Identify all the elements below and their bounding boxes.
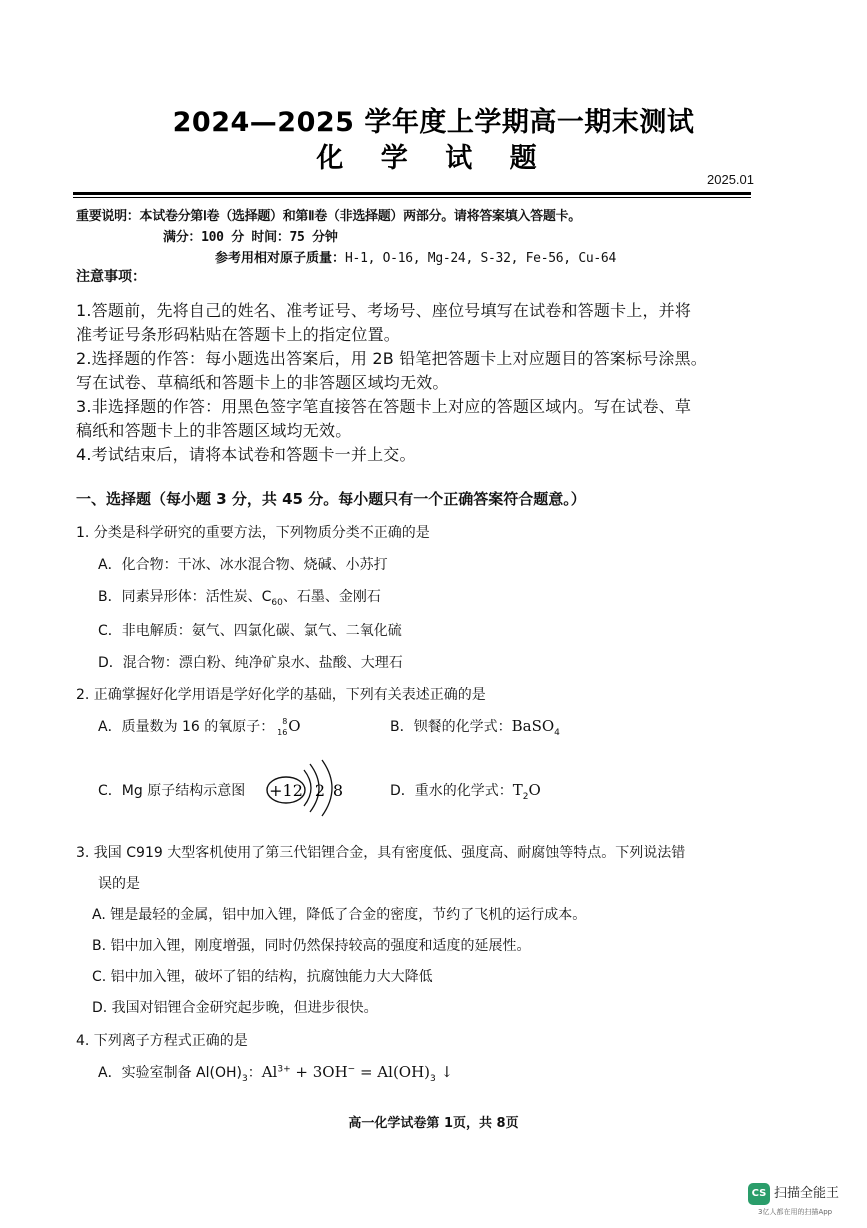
q4a-sup-2: − xyxy=(347,1064,356,1075)
instruction-line: 写在试卷、草稿纸和答题卡上的非答题区域均无效。 xyxy=(76,373,449,392)
q4a-text: A．实验室制备 Al(OH) xyxy=(98,1065,242,1081)
q4a-eq-2: + 3OH xyxy=(290,1063,348,1081)
question-1-option-c: C．非电解质：氨气、四氯化碳、氯气、二氧化硫 xyxy=(98,623,402,639)
q1b-text: B．同素异形体：活性炭、C xyxy=(98,589,272,605)
nucleus-charge: +12 xyxy=(269,781,303,800)
header-rule-thick xyxy=(73,192,751,195)
question-2-option-c: C．Mg 原子结构示意图 xyxy=(98,783,246,799)
q2b-sub: 4 xyxy=(554,727,560,738)
instruction-line: 准考证号条形码粘贴在答题卡上的指定位置。 xyxy=(76,325,401,344)
brand-tagline: 3亿人都在用的扫描App xyxy=(758,1208,833,1216)
question-1-option-b xyxy=(98,586,381,608)
q1b-post: 、石墨、金刚石 xyxy=(282,589,381,605)
question-3-option-a: A. 锂是最轻的金属，铝中加入锂，降低了合金的密度，节约了飞机的运行成本。 xyxy=(92,907,587,923)
subject-title: 化 学 试 题 xyxy=(316,143,551,174)
q4a-sub-2: 3 xyxy=(430,1073,436,1084)
question-1-option-a: A．化合物：干冰、冰水混合物、烧碱、小苏打 xyxy=(98,557,388,573)
atomic-mass-label: 参考用相对原子质量： xyxy=(215,251,346,266)
q2d-sub: 2 xyxy=(522,791,529,802)
question-3-option-c: C. 铝中加入锂，破坏了铝的结构，抗腐蚀能力大大降低 xyxy=(92,969,433,985)
attention-title: 注意事项： xyxy=(76,269,146,285)
question-3-stem-cont: 误的是 xyxy=(98,876,140,892)
isotope-symbol: O xyxy=(288,717,301,735)
instruction-line: 稿纸和答题卡上的非答题区域均无效。 xyxy=(76,421,352,440)
question-4-stem: 4. 下列离子方程式正确的是 xyxy=(76,1033,248,1049)
question-2-stem: 2. 正确掌握好化学用语是学好化学的基础，下列有关表述正确的是 xyxy=(76,687,486,703)
exam-date: 2025.01 xyxy=(707,172,754,187)
brand-name: 扫描全能王 xyxy=(774,1186,840,1201)
mg-atom-diagram xyxy=(264,758,354,818)
q2d-text: D．重水的化学式： xyxy=(390,783,513,799)
q4a-eq-4: ↓ xyxy=(435,1063,454,1081)
atomic-mass-values: H-1, O-16, Mg-24, S-32, Fe-56, Cu-64 xyxy=(345,251,616,266)
exam-title: 2024—2025 学年度上学期高一期末测试 xyxy=(172,107,695,138)
isotope-mass: 8 xyxy=(282,717,288,726)
question-2-option-b xyxy=(390,716,560,738)
header-rule-thin xyxy=(73,197,751,198)
question-3-stem: 3. 我国 C919 大型客机使用了第三代铝锂合金，具有密度低、强度高、耐腐蚀等特点。下列说法错 xyxy=(76,845,686,861)
important-note: 重要说明：本试卷分第Ⅰ卷（选择题）和第Ⅱ卷（非选择题）两部分。请将答案填入答题卡。 xyxy=(76,209,581,224)
q2b-text: B．钡餐的化学式： xyxy=(390,719,512,735)
q2d-post: O xyxy=(528,781,541,799)
q4a-sup-1: 3+ xyxy=(277,1064,291,1075)
instruction-line: 1.答题前，先将自己的姓名、准考证号、考场号、座位号填写在试卷和答题卡上，并将 xyxy=(76,301,692,320)
question-1-option-d: D．混合物：漂白粉、纯净矿泉水、盐酸、大理石 xyxy=(98,655,403,671)
camscanner-logo-icon: CS xyxy=(748,1183,770,1205)
q1b-sub: 60 xyxy=(271,597,283,608)
q4a-eq-3: = Al(OH) xyxy=(355,1063,431,1081)
instruction-line: 4.考试结束后，请将本试卷和答题卡一并上交。 xyxy=(76,445,416,464)
score-time: 满分：100 分 时间：75 分钟 xyxy=(163,230,338,245)
question-3-option-d: D. 我国对铝锂合金研究起步晚，但进步很快。 xyxy=(92,1000,378,1016)
page-footer: 高一化学试卷第 1页，共 8页 xyxy=(348,1116,519,1131)
isotope-number: 16 xyxy=(277,728,288,737)
question-2-option-a xyxy=(98,716,301,737)
q2d-formula: T xyxy=(512,781,523,799)
instruction-line: 2.选择题的作答：每小题选出答案后，用 2B 铅笔把答题卡上对应题目的答案标号涂黑。 xyxy=(76,349,707,368)
question-2-option-d xyxy=(390,780,541,802)
instruction-line: 3.非选择题的作答：用黑色签字笔直接答在答题卡上对应的答题区域内。写在试卷、草 xyxy=(76,397,692,416)
question-4-option-a xyxy=(98,1062,453,1084)
shell-2-electrons: 8 xyxy=(332,781,344,800)
oxygen-isotope xyxy=(274,717,288,737)
q4a-eq-1: Al xyxy=(261,1063,278,1081)
q2a-text: A．质量数为 16 的氧原子： xyxy=(98,719,275,735)
q2b-formula: BaSO xyxy=(511,717,555,735)
section-title: 一、选择题（每小题 3 分，共 45 分。每小题只有一个正确答案符合题意。） xyxy=(76,490,586,508)
q4a-sub: 3 xyxy=(241,1073,248,1084)
q4a-colon: ： xyxy=(247,1065,262,1081)
question-3-option-b: B. 铝中加入锂，刚度增强，同时仍然保持较高的强度和适度的延展性。 xyxy=(92,938,531,954)
scanner-watermark xyxy=(748,1182,839,1205)
shell-1-electrons: 2 xyxy=(314,781,326,800)
question-1-stem: 1. 分类是科学研究的重要方法，下列物质分类不正确的是 xyxy=(76,525,430,541)
atomic-mass-reference xyxy=(215,247,616,266)
